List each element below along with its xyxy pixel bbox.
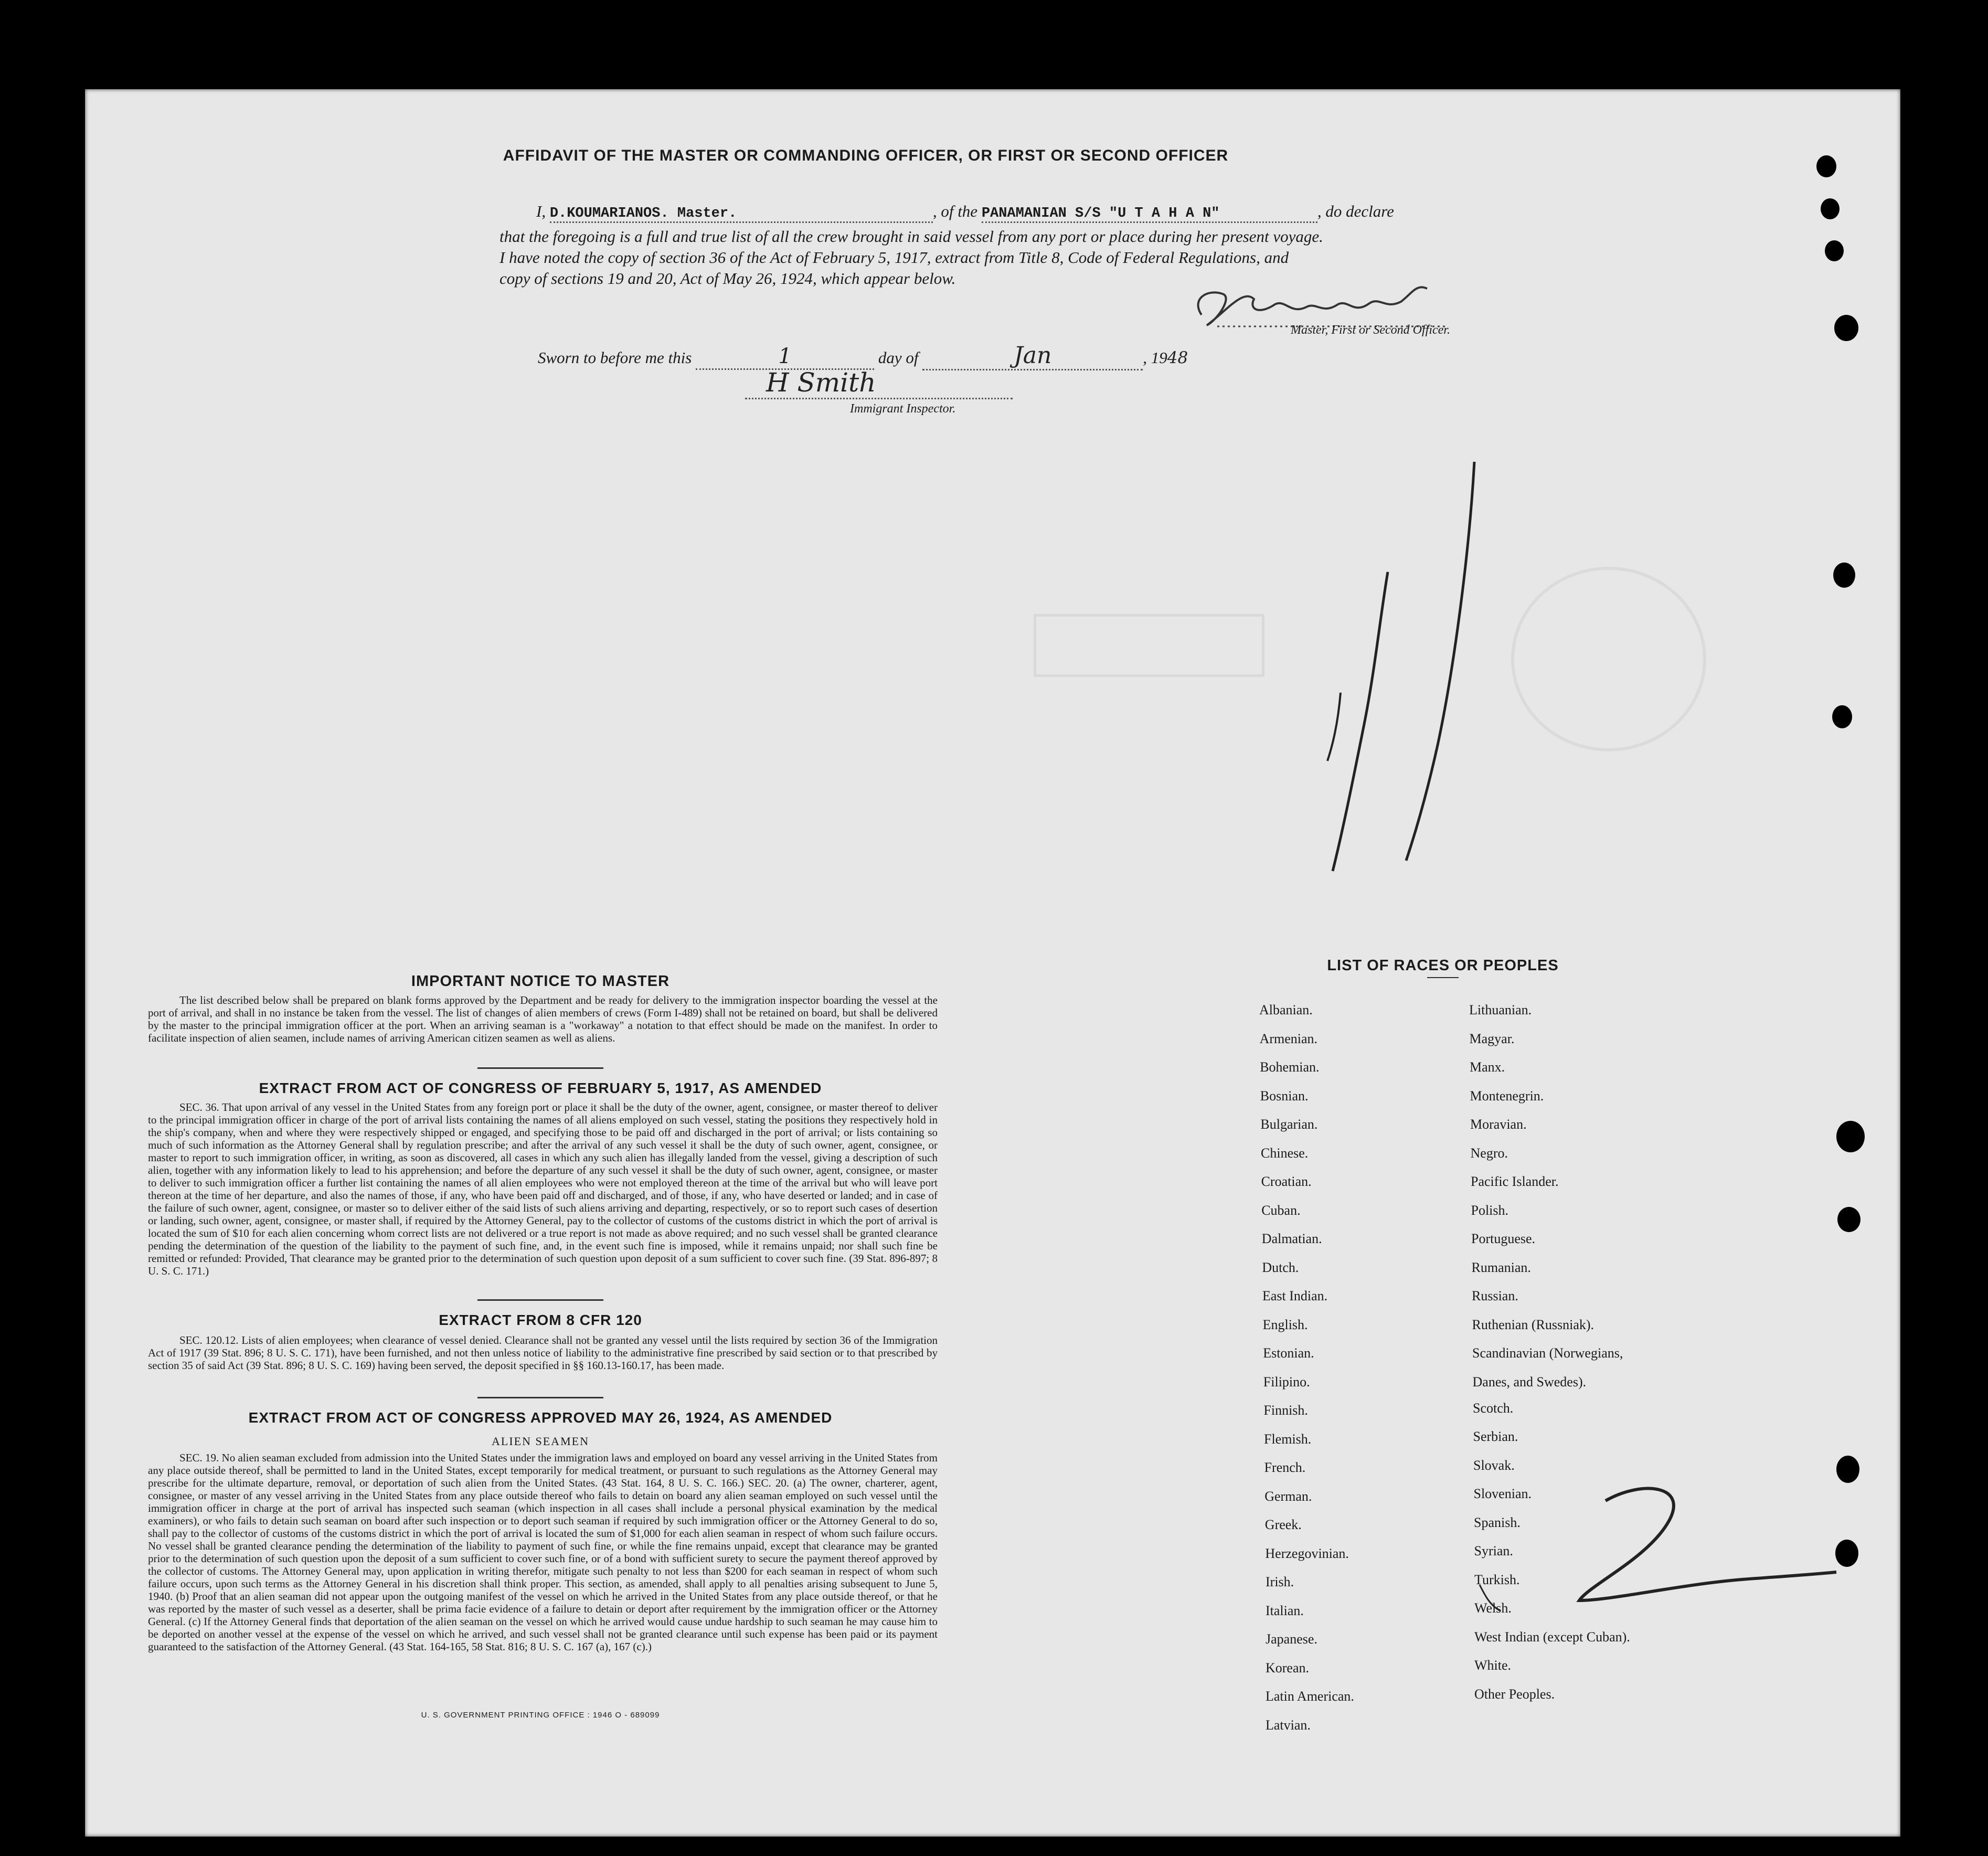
race-item: Croatian.: [1261, 1174, 1312, 1189]
race-item: Scandinavian (Norwegians,: [1472, 1345, 1623, 1361]
race-item: Polish.: [1471, 1202, 1509, 1218]
race-item: Herzegovinian.: [1265, 1545, 1349, 1561]
faint-stamp: [1034, 614, 1264, 677]
handwritten-mark-1-value: [1322, 766, 1328, 780]
race-item: French.: [1264, 1460, 1306, 1475]
race-item: Bulgarian.: [1260, 1117, 1318, 1132]
master-name-field: D.KOUMARIANOS. Master.: [550, 206, 933, 223]
race-item: Slovak.: [1473, 1457, 1515, 1473]
race-item: Finnish.: [1263, 1403, 1308, 1418]
divider: [477, 1299, 603, 1301]
race-item: English.: [1262, 1317, 1308, 1332]
race-item: East Indian.: [1262, 1288, 1328, 1303]
binder-hole: [1837, 1207, 1861, 1232]
race-item: Lithuanian.: [1469, 1002, 1532, 1017]
race-item: Dutch.: [1262, 1259, 1299, 1275]
extract-1917-body: SEC. 36. That upon arrival of any vessel in the United States from any foreign port or place it shall be the duty of the owner, agent, consignee, or master thereof to deliver to the principal immigration officer in charge of the port of arrival lists containing the names of all aliens employed on such vessel, stating the positions they respectively hold in the ship's company, when and where they were respectively shipped or engaged, and specifying those to be paid off and discharged in the port of arrival; or lists containing so much of such information as the Attorney General shall by regulation prescribe; and after the arrival of any such vessel it shall be the duty of such owner, agent, consignee, or master to report to such immigration officer, in writing, as soon as discovered, all cases in which any such alien has illegally landed from the vessel, giving a description of such alien, together with any information likely to lead to his apprehension; and before the departure of any such vessel it shall be the duty of such owner, agent, consignee, or master to deliver to such immigration officer a further list containing the names of all alien employees who were not employed thereon at the time of the arrival but who will leave port thereon at the time of her departure, and also the names of those, if any, who have been paid off and discharged, and of those, if any, who have deserted or landed; and in case of the failure of such owner, agent, consignee, or master so to deliver either of the said lists of such aliens arriving and departing, respectively, or so to report such cases of desertion or landing, such owner, agent, consignee, or master shall, if required by the Attorney General, pay to the collector of customs of the customs district in which the port of arrival is located the sum of $10 for each alien concerning whom correct lists are not delivered or a true report is not made as above required; and no such vessel shall be granted clearance pending the determination of the question of the liability to the payment of such fine, and, in the event such fine is imposed, while it remains unpaid; nor shall such fine be remitted or refunded: Provided, That clearance may be granted prior to the determination of such question upon deposit of a sum sufficient to cover such fine. (39 Stat. 896-897; 8 U. S. C. 171.): [148, 1101, 938, 1277]
race-item: Greek.: [1264, 1517, 1302, 1532]
handwritten-mark-1: [1301, 451, 1490, 882]
race-item: Latin American.: [1266, 1689, 1354, 1704]
race-item: Russian.: [1472, 1288, 1518, 1303]
race-item: Albanian.: [1259, 1002, 1313, 1017]
race-item: Welsh.: [1474, 1600, 1512, 1616]
sworn-day-field: 1: [696, 344, 874, 370]
binder-hole: [1825, 240, 1844, 261]
race-item: Bohemian.: [1260, 1059, 1320, 1075]
race-item: Scotch.: [1473, 1400, 1514, 1416]
race-item: Bosnian.: [1260, 1088, 1309, 1104]
race-item: Ruthenian (Russniak).: [1472, 1317, 1594, 1332]
year-field: 48: [1167, 348, 1188, 367]
race-item: West Indian (except Cuban).: [1474, 1629, 1630, 1645]
divider: [477, 1397, 603, 1398]
race-item: Chinese.: [1261, 1145, 1309, 1161]
race-item: Flemish.: [1264, 1431, 1312, 1447]
race-item: Dalmatian.: [1261, 1231, 1322, 1246]
binder-hole: [1816, 155, 1836, 177]
race-item: Danes, and Swedes).: [1472, 1374, 1587, 1390]
race-item: Other Peoples.: [1474, 1686, 1555, 1702]
sworn-prefix: Sworn to before me this: [538, 348, 692, 367]
race-item: Turkish.: [1474, 1572, 1520, 1587]
race-item: Estonian.: [1263, 1345, 1314, 1361]
notice-heading: IMPORTANT NOTICE TO MASTER: [411, 973, 670, 990]
race-item: Italian.: [1266, 1603, 1304, 1618]
binder-hole: [1832, 705, 1852, 728]
year-prefix: , 19: [1143, 348, 1167, 367]
race-item: Latvian.: [1266, 1717, 1311, 1733]
vessel-name-field: PANAMANIAN S/S "U T A H A N": [982, 206, 1317, 223]
race-item: Magyar.: [1469, 1031, 1515, 1046]
i-prefix: I,: [536, 202, 546, 220]
race-item: Spanish.: [1474, 1514, 1521, 1530]
extract-cfr-body: SEC. 120.12. Lists of alien employees; when clearance of vessel denied. Clearance shall not be granted any vessel until the lists required by section 36 of the Immigration Act of 1917 (39 Stat. 896; 8 U. S. C. 171), have been furnished, and not then unless notice of liability to the administrative fine prescribed by said section or to that prescribed by section 35 of said Act (39 Stat. 896; 8 U. S. C. 169) having been served, the deposit specified in §§ 160.13-160.17, has been made.: [148, 1334, 938, 1372]
day-of-label: day of: [878, 348, 919, 367]
race-item: Rumanian.: [1471, 1259, 1531, 1275]
race-item: Slovenian.: [1473, 1486, 1532, 1502]
race-item: Cuban.: [1261, 1202, 1301, 1218]
race-item: Negro.: [1470, 1145, 1508, 1161]
race-item: Moravian.: [1470, 1117, 1527, 1132]
race-item: Syrian.: [1474, 1543, 1513, 1559]
race-item: Pacific Islander.: [1471, 1174, 1559, 1189]
of-the-label: , of the: [932, 202, 978, 220]
notice-body: The list described below shall be prepared on blank forms approved by the Department and be ready for delivery to the immigration inspector boarding the vessel at the port of arrival, and shall in no instance be taken from the vessel. The list of changes of alien members of crews (Form I-489) shall not be retained on board, but shall be delivered by the master to the principal immigration officer at the port. When an arriving seaman is a "workaway" a notation to that effect should be made on the manifest. In order to facilitate inspection of alien seamen, include names of arriving American citizen seamen as well as aliens.: [148, 994, 938, 1044]
do-declare-label: , do declare: [1317, 202, 1394, 220]
race-item: Irish.: [1266, 1574, 1294, 1589]
divider: [477, 1067, 603, 1069]
alien-seamen-subheading: ALIEN SEAMEN: [492, 1435, 589, 1448]
binder-hole: [1821, 198, 1840, 219]
extract-1917-heading: EXTRACT FROM ACT OF CONGRESS OF FEBRUARY 5, 1917, AS AMENDED: [259, 1080, 822, 1096]
affidavit-line-2: that the foregoing is a full and true list of all the crew brought in said vessel from any port or place during her present voyage.: [499, 227, 1323, 246]
affidavit-title: AFFIDAVIT OF THE MASTER OR COMMANDING OFFICER, OR FIRST OR SECOND OFFICER: [503, 147, 1229, 164]
binder-hole: [1836, 1456, 1859, 1483]
race-item: White.: [1474, 1658, 1512, 1673]
extract-1924-body: SEC. 19. No alien seaman excluded from admission into the United States under the immigration laws and employed on board any vessel arriving in the United States from any place outside thereof, shall be permitted to land in the United States, except temporarily for medical treatment, or pursuant to such regulations as the Attorney General may prescribe for the ultimate departure, removal, or deportation of such alien from the United States. (43 Stat. 164, 8 U. S. C. 166.) SEC. 20. (a) The owner, charterer, agent, consignee, or master of any vessel arriving in the United States from any place outside thereof who fails to detain on board any alien seaman employed on such vessel until the immigration officer in charge at the port of arrival has inspected such seaman (which inspection in all cases shall include a personal physical examination by the medical examiners), or who fails to detain such seaman on board after such inspection or to deport such seaman if required by such immigration officer or the Attorney General to do so, shall pay to the collector of customs of the customs district in which the port of arrival is located the sum of $1,000 for each alien seaman in respect of whom such failure occurs. No vessel shall be granted clearance pending the determination of the liability to payment of such fine, or while the fine remains unpaid, except that clearance may be granted prior to the determination of such question upon the deposit of a sum sufficient to cover such fine, or of a bond with sufficient surety to secure the payment thereof approved by the collector of customs. The Attorney General may, upon application in writing therefor, mitigate such penalty to not less than $200 for each seaman in respect of whom such failure occurs, upon such terms as the Attorney General in his discretion shall think proper. This section, as amended, shall apply to all penalties arising subsequent to June 5, 1940. (b) Proof that an alien seaman did not appear upon the outgoing manifest of the vessel on which he arrived in the United States from any place outside thereof, or that he was reported by the master of such vessel as a deserter, shall be prima facie evidence of a failure to detain or deport after requirement by the immigration officer or the Attorney General. (c) If the Attorney General finds that deportation of the alien seaman on the vessel on which he arrived would cause undue hardship to such seaman he may cause him to be deported on another vessel at the expense of the vessel on which he arrived, and such vessel shall not be granted clearance until such expense has been paid or its payment guaranteed to the satisfaction of the Attorney General. (43 Stat. 164-165, 58 Stat. 816; 8 U. S. C. 167 (a), 167 (c).): [148, 1451, 938, 1653]
races-heading: LIST OF RACES OR PEOPLES: [1327, 957, 1559, 974]
race-item: Japanese.: [1266, 1631, 1317, 1647]
affidavit-line-4: copy of sections 19 and 20, Act of May 26, 1924, which appear below.: [499, 269, 956, 288]
race-item: Montenegrin.: [1470, 1088, 1544, 1104]
binder-hole: [1834, 315, 1858, 341]
race-item: German.: [1264, 1488, 1312, 1504]
race-item: Serbian.: [1473, 1429, 1518, 1445]
binder-hole: [1833, 563, 1855, 588]
handwritten-mark-2-value: [1574, 1511, 1580, 1525]
race-item: Manx.: [1470, 1059, 1505, 1075]
race-item: Korean.: [1266, 1660, 1310, 1675]
inspector-caption: Immigrant Inspector.: [850, 402, 956, 416]
inspector-signature: H Smith: [745, 367, 1013, 399]
extract-cfr-heading: EXTRACT FROM 8 CFR 120: [439, 1312, 642, 1328]
signature-caption: Master, First or Second Officer.: [1291, 323, 1450, 337]
affidavit-line-3: I have noted the copy of section 36 of the Act of February 5, 1917, extract from Title 8, Code of Federal Regulations, and: [499, 248, 1289, 267]
faint-seal: [1511, 567, 1706, 751]
race-item: Portuguese.: [1471, 1231, 1536, 1246]
extract-1924-heading: EXTRACT FROM ACT OF CONGRESS APPROVED MAY 26, 1924, AS AMENDED: [248, 1409, 833, 1426]
sworn-month-field: Jan: [922, 342, 1143, 370]
printer-line: U. S. GOVERNMENT PRINTING OFFICE : 1946 O - 689099: [421, 1711, 660, 1720]
binder-hole: [1836, 1121, 1865, 1152]
sworn-line: [538, 342, 1188, 370]
race-item: Filipino.: [1263, 1374, 1310, 1390]
affidavit-line-1: [536, 202, 1507, 223]
race-item: Armenian.: [1259, 1031, 1318, 1046]
divider: [1427, 977, 1459, 978]
